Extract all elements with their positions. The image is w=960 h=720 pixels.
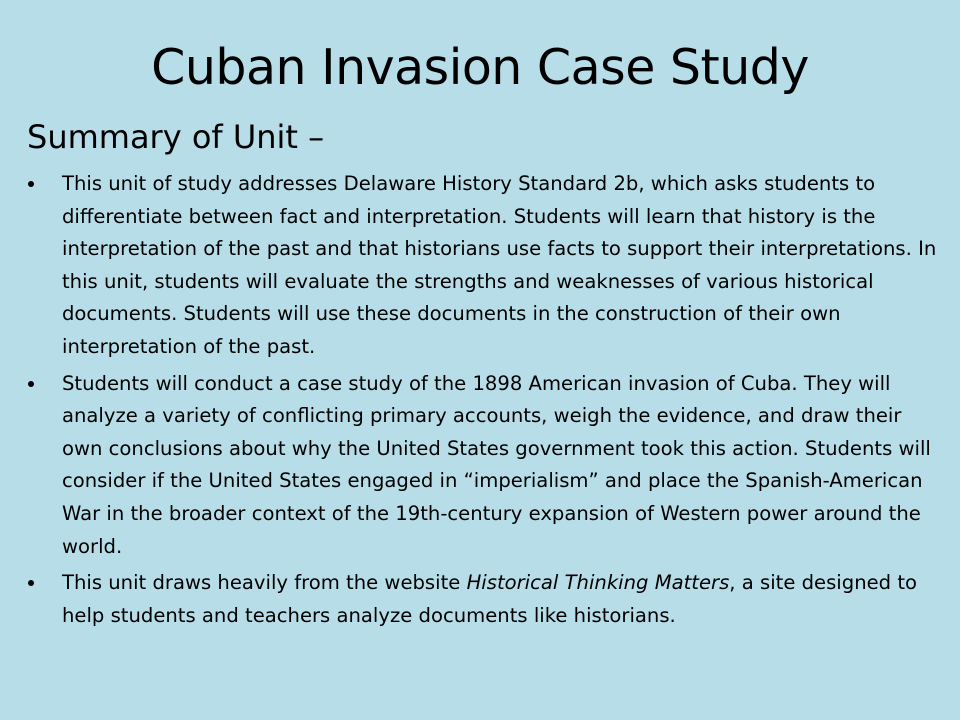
bullet-text-after: , a site designed to help students and teachers analyze documents like historians. [62,571,917,627]
bullet-text-before: This unit draws heavily from the website [62,571,467,595]
bullet-item-website [27,567,939,632]
bullet-dot-icon [28,181,34,187]
website-name: Historical Thinking Matters [466,571,730,595]
slide-title: Cuban Invasion Case Study [151,39,809,96]
bullet-list [27,168,939,636]
bullet-dot-icon [28,580,34,586]
bullet-item-standard [27,168,939,364]
bullet-dot-icon [28,381,34,387]
bullet-text: Students will conduct a case study of the 1898 American invasion of Cuba. They will analyze a variety of conflicting primary accounts, weigh the evidence, and draw their own conclusions about why the United States government took this action. Students will consider if the United States engaged in “imperialism” and place the Spanish-American War in the broader context of the 19th-century expansion of Western power around the world. [62,371,931,558]
bullet-text: This unit of study addresses Delaware History Standard 2b, which asks students to differentiate between fact and interpretation. Students will learn that history is the interpretation of the past and that historians use facts to support their interpretations. In this unit, students will evaluate the strengths and weaknesses of various historical documents. Students will use these documents in the construction of their own interpretation of the past. [62,172,937,358]
slide-subtitle: Summary of Unit – [27,118,325,156]
bullet-item-case-study [27,368,939,564]
